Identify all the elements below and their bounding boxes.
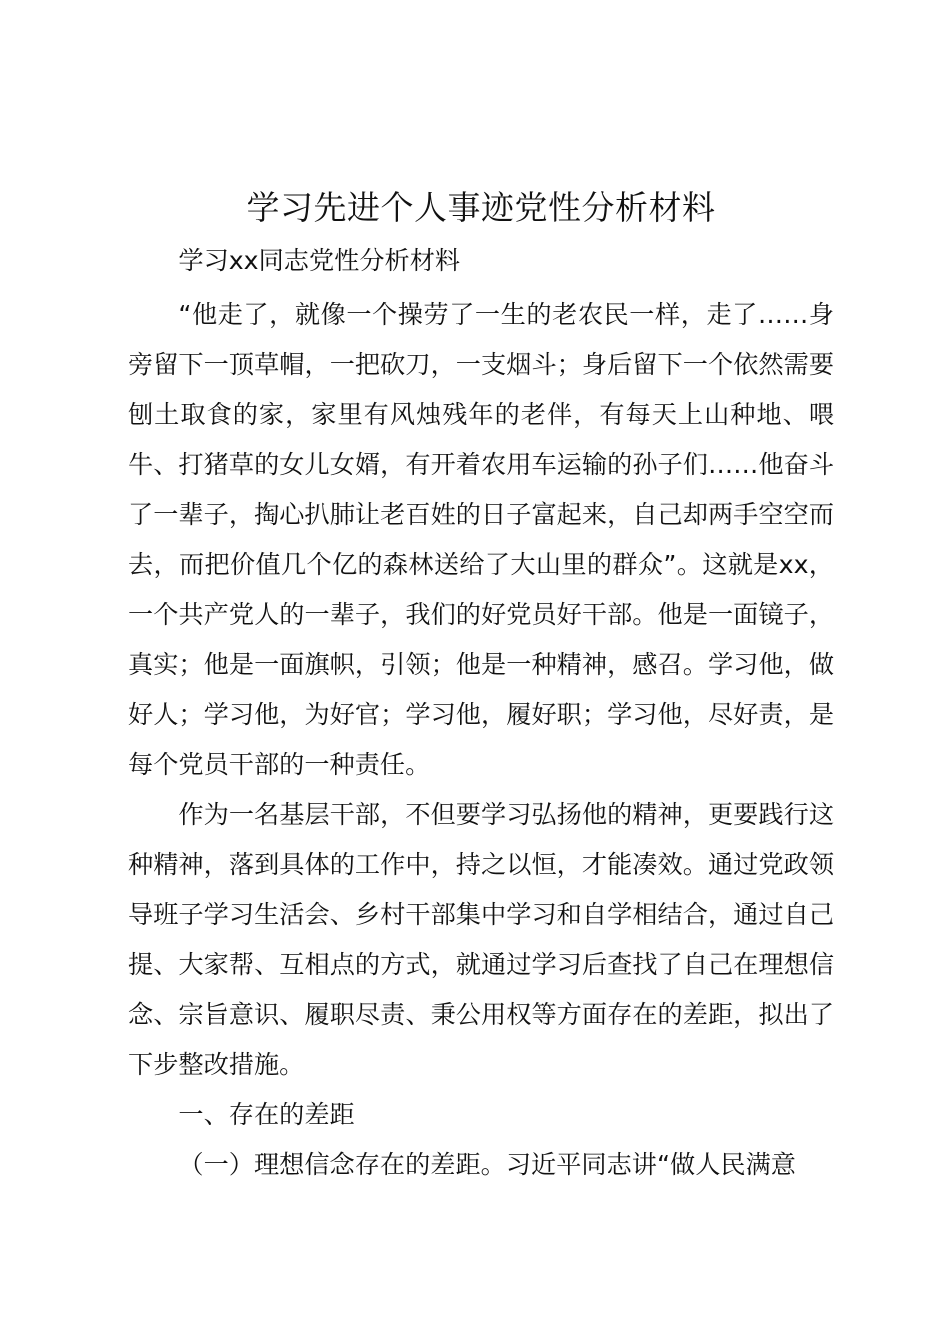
paragraph-3: （一）理想信念存在的差距。习近平同志讲“做人民满意 [178, 1150, 796, 1179]
document-body [128, 182, 834, 1190]
document-subtitle: 学习xx同志党性分析材料 [178, 246, 461, 275]
section-heading: 一、存在的差距 [178, 1100, 355, 1129]
paragraph-2: 作为一名基层干部，不但要学习弘扬他的精神，更要践行这种精神，落到具体的工作中，持之以恒，才能凑效。通过党政领导班子学习生活会、乡村干部集中学习和自学相结合，通过自己提、大家帮、互相点的方式，就通过学习后查找了自己在理想信念、宗旨意识、履职尽责、秉公用权等方面存在的差距，拟出了下步整改措施。 [128, 800, 834, 1079]
document-title: 学习先进个人事迹党性分析材料 [246, 188, 716, 227]
paragraph-1: “他走了，就像一个操劳了一生的老农民一样，走了……身旁留下一顶草帽，一把砍刀，一支烟斗；身后留下一个依然需要刨土取食的家，家里有风烛残年的老伴，有每天上山种地、喂牛、打猪草的女儿女婿，有开着农用车运输的孙子们……他奋斗了一辈子，掏心扒肺让老百姓的日子富起来，自己却两手空空而去，而把价值几个亿的森林送给了大山里的群众”。这就是xx，一个共产党人的一辈子，我们的好党员好干部。他是一面镜子，真实；他是一面旗帜，引领；他是一种精神，感召。学习他，做好人；学习他，为好官；学习他，履好职；学习他，尽好责，是每个党员干部的一种责任。 [128, 300, 834, 779]
